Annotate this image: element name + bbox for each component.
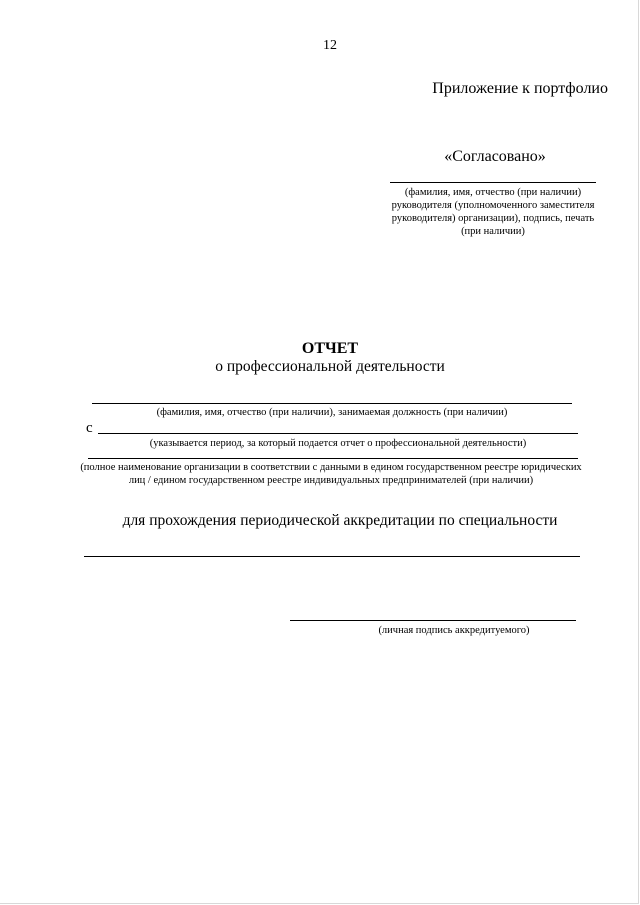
report-subtitle: о профессиональной деятельности bbox=[215, 358, 445, 375]
signature-caption: (личная подпись аккредитуемого) bbox=[378, 625, 530, 636]
specialty-line[interactable] bbox=[84, 556, 580, 557]
approval-label: «Согласовано» bbox=[444, 148, 546, 165]
period-prefix: с bbox=[86, 420, 93, 436]
signature-line[interactable] bbox=[290, 620, 576, 621]
approval-signature-line[interactable] bbox=[390, 182, 596, 183]
approval-caption bbox=[380, 186, 606, 238]
accreditation-purpose: для прохождения периодической аккредитации по специальности bbox=[122, 512, 558, 529]
approval-caption-line: (фамилия, имя, отчество (при наличии) bbox=[404, 187, 582, 198]
approval-caption-line: руководителя (уполномоченного заместителя bbox=[391, 200, 595, 211]
person-name-line[interactable] bbox=[92, 403, 572, 404]
period-line[interactable] bbox=[98, 433, 578, 434]
report-title: ОТЧЕТ bbox=[301, 340, 359, 357]
organization-caption-line2: лиц / едином государственном реестре индивидуальных предпринимателей (при наличии) bbox=[128, 475, 534, 486]
appendix-title: Приложение к портфолио bbox=[432, 80, 608, 97]
person-caption: (фамилия, имя, отчество (при наличии), занимаемая должность (при наличии) bbox=[156, 407, 508, 418]
period-caption: (указывается период, за который подается отчет о профессиональной деятельности) bbox=[149, 438, 527, 449]
organization-line[interactable] bbox=[88, 458, 578, 459]
page-number: 12 bbox=[323, 38, 337, 53]
approval-caption-line: руководителя) организации), подпись, печать bbox=[391, 213, 595, 224]
organization-caption-line1: (полное наименование организации в соответствии с данными в едином государственном реестре юридических bbox=[80, 462, 582, 473]
approval-caption-line: (при наличии) bbox=[461, 226, 525, 237]
